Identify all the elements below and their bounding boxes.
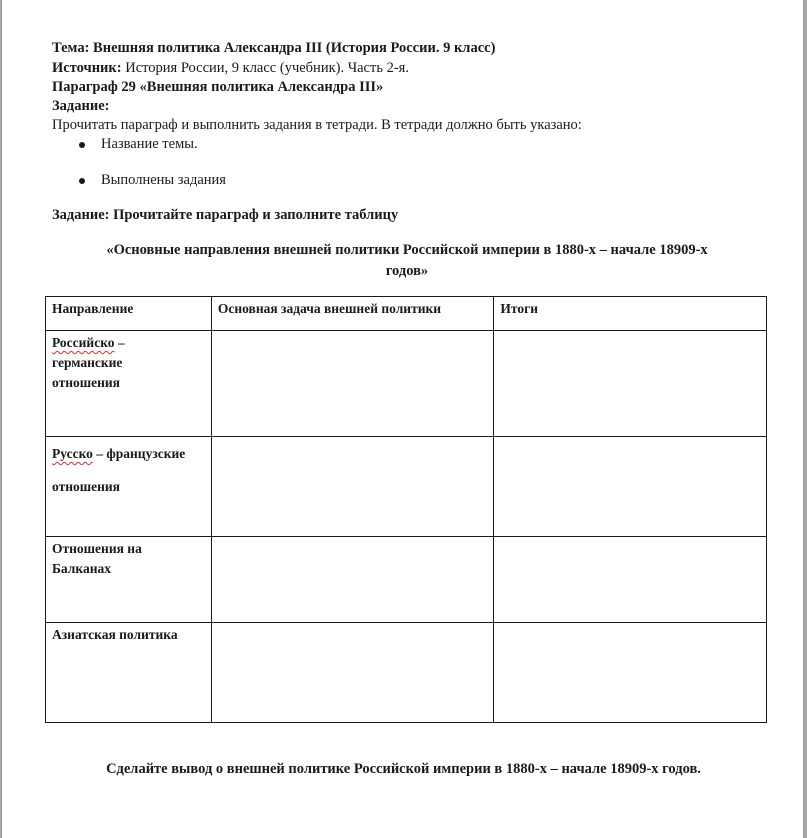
- direction-line1: Азиатская политика: [52, 627, 178, 642]
- bullet-item-2: Выполнены задания: [101, 172, 226, 188]
- topic-line: [52, 40, 495, 57]
- direction-line3: отношения: [52, 375, 120, 390]
- row-direction-cell: [46, 623, 212, 723]
- table-header-row: [46, 297, 767, 331]
- direction-line1: Отношения на: [52, 541, 142, 556]
- source-value: История России, 9 класс (учебник). Часть 2-я.: [121, 60, 409, 76]
- main-task-cell[interactable]: [211, 331, 494, 437]
- row-direction-cell: [46, 331, 212, 437]
- instruction-text: Прочитать параграф и выполнить задания в тетради. В тетради должно быть указано:: [52, 117, 582, 133]
- results-cell[interactable]: [494, 623, 767, 723]
- topic-label: Тема:: [52, 40, 90, 56]
- paragraph-line: Параграф 29 «Внешняя политика Александра III»: [52, 79, 384, 95]
- header-results: Итоги: [494, 297, 767, 331]
- row-direction-cell: [46, 437, 212, 537]
- bullet-icon: [79, 178, 85, 184]
- header-main-task: Основная задача внешней политики: [211, 297, 494, 331]
- direction-line2: германские: [52, 355, 123, 370]
- direction-word: Российско: [52, 335, 115, 350]
- table-row: [46, 437, 767, 537]
- bullet-item-1: Название темы.: [101, 136, 198, 152]
- header-direction: Направление: [46, 297, 212, 331]
- results-cell[interactable]: [494, 537, 767, 623]
- table-title-line1: «Основные направления внешней политики Российской империи в 1880-х – начале 18909-х: [106, 242, 708, 258]
- direction-line2: Балканах: [52, 561, 111, 576]
- table-row: [46, 623, 767, 723]
- direction-word: Русско: [52, 446, 93, 461]
- conclusion-text: Сделайте вывод о внешней политике Российской империи в 1880-х – начале 18909-х годов.: [106, 761, 701, 777]
- task2-heading: Задание: Прочитайте параграф и заполните таблицу: [52, 207, 399, 223]
- bullet-icon: [79, 142, 85, 148]
- results-cell[interactable]: [494, 331, 767, 437]
- task-label: Задание:: [52, 98, 110, 114]
- direction-line2: отношения: [52, 479, 120, 494]
- main-task-cell[interactable]: [211, 623, 494, 723]
- source-label: Источник:: [52, 60, 122, 76]
- directions-table: [45, 296, 767, 723]
- results-cell[interactable]: [494, 437, 767, 537]
- direction-rest: – французские: [92, 446, 186, 461]
- document-page: [1, 0, 804, 838]
- table-row: [46, 537, 767, 623]
- direction-dash: –: [114, 335, 125, 350]
- table-row: [46, 331, 767, 437]
- table-title-line2: годов»: [385, 263, 429, 279]
- row-direction-cell: [46, 537, 212, 623]
- main-task-cell[interactable]: [211, 537, 494, 623]
- source-line: [52, 60, 409, 77]
- main-task-cell[interactable]: [211, 437, 494, 537]
- topic-value: Внешняя политика Александра III (История России. 9 класс): [89, 40, 496, 56]
